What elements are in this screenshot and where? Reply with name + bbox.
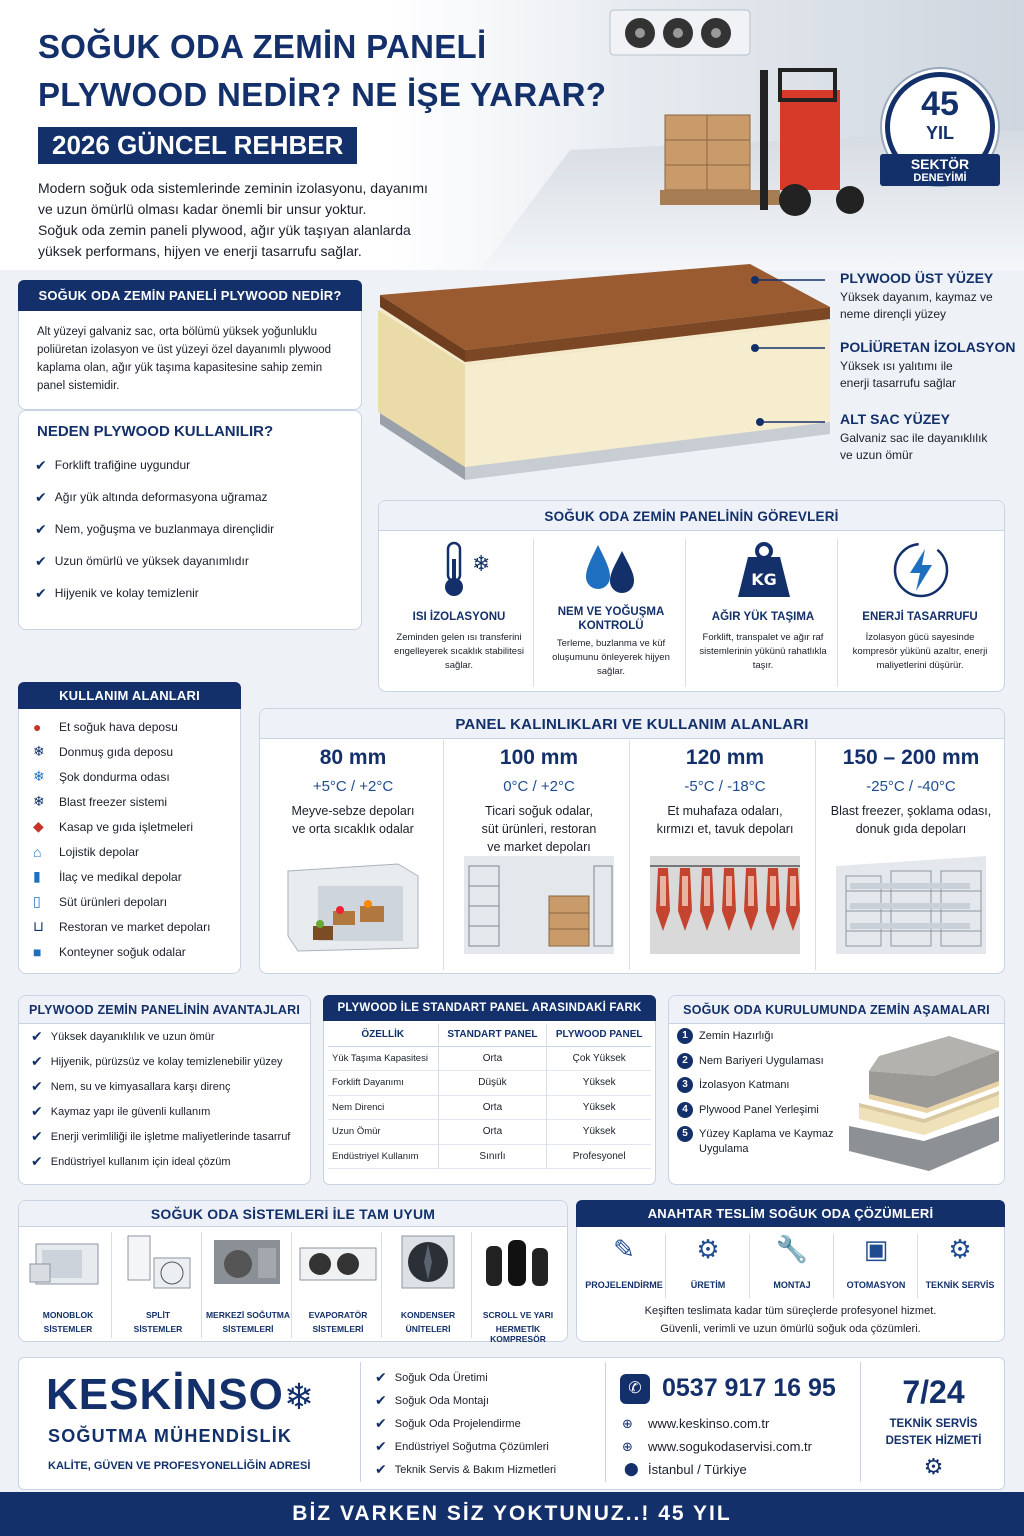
milk-icon: ▯ — [33, 893, 41, 909]
bottom-slogan: BİZ VARKEN SİZ YOKTUNUZ..! 45 YIL — [292, 1502, 732, 1525]
advantage-item — [31, 1074, 306, 1099]
step-number-badge: 2 — [677, 1053, 693, 1069]
layer-desc: neme dirençli yüzey — [840, 307, 947, 321]
turnkey-label: PROJELENDİRME — [585, 1280, 663, 1290]
why-use-item — [35, 481, 355, 513]
intro-text — [38, 178, 468, 262]
advantage-label: Endüstriyel kullanım için ideal çözüm — [50, 1155, 231, 1168]
usage-item — [33, 739, 233, 764]
layer-desc: Yüksek ısı yalıtımı ile — [840, 359, 953, 373]
intro-line: ve uzun ömürlü olması kadar önemli bir unsur yoktur. — [38, 201, 367, 217]
globe-icon: ⊕ — [622, 1439, 633, 1454]
turnkey-item — [750, 1234, 834, 1298]
step-number-badge: 1 — [677, 1028, 693, 1044]
step-item — [677, 1077, 847, 1102]
seal-number: 45 — [921, 85, 959, 123]
system-label-line1: SPLİT — [145, 1310, 171, 1320]
check-icon: ✔ — [35, 488, 47, 505]
thickness-temp: -5°C / -18°C — [684, 778, 766, 795]
table-header: ÖZELLİK — [361, 1029, 405, 1041]
steps-card — [668, 995, 1005, 1185]
check-icon: ✔ — [31, 1128, 43, 1144]
table-cell: Yüksek — [547, 1071, 651, 1096]
seal-line2: DENEYİMİ — [913, 172, 967, 184]
phone-number[interactable]: 0537 917 16 95 — [662, 1374, 836, 1402]
advantage-item — [31, 1049, 306, 1074]
table-cell: Nem Direnci — [332, 1101, 385, 1113]
table-row — [328, 1120, 651, 1145]
cold-room-photo-shelves — [464, 856, 614, 954]
gear-production-icon: ⚙ — [696, 1234, 720, 1264]
globe-icon: ⊕ — [622, 1416, 633, 1431]
panel-layers-illustration — [370, 262, 840, 492]
usage-item — [33, 714, 233, 739]
table-header-row — [328, 1024, 651, 1046]
service-label: Soğuk Oda Montajı — [394, 1394, 489, 1407]
table-cell: Yüksek — [547, 1120, 651, 1145]
check-icon: ✔ — [31, 1103, 43, 1119]
thickness-title: PANEL KALINLIKLARI VE KULLANIM ALANLARI — [455, 716, 809, 733]
system-item-monoblock — [24, 1232, 112, 1338]
advantages-title: PLYWOOD ZEMİN PANELİNİN AVANTAJLARI — [28, 1003, 301, 1017]
what-is-title: SOĞUK ODA ZEMİN PANELİ PLYWOOD NEDİR? — [18, 280, 362, 311]
system-item-evaporator — [294, 1232, 382, 1338]
check-icon: ✔ — [31, 1078, 43, 1094]
layer-label-plywood — [840, 270, 1020, 323]
intro-line: Soğuk oda zemin paneli plywood, ağır yük taşıyan alanlarda — [38, 222, 411, 238]
check-icon: ✔ — [31, 1053, 43, 1069]
footer-divider — [360, 1362, 361, 1482]
page-title-line2: PLYWOOD NEDİR? NE İŞE YARAR? — [38, 76, 607, 113]
duty-item — [384, 539, 534, 687]
step-number-badge: 4 — [677, 1102, 693, 1118]
guide-badge: 2026 GÜNCEL REHBER — [38, 127, 357, 164]
table-cell: Sınırlı — [438, 1144, 547, 1169]
system-image — [28, 1234, 108, 1292]
usage-item — [33, 839, 233, 864]
seal-line1: SEKTÖR — [910, 156, 970, 172]
thickness-size: 120 mm — [685, 746, 765, 769]
advantages-card — [18, 995, 311, 1185]
table-header: PLYWOOD PANEL — [547, 1024, 651, 1046]
thickness-temp: 0°C / +2°C — [503, 778, 575, 795]
check-icon: ✔ — [375, 1461, 387, 1477]
thickness-desc-line: Blast freezer, şoklama odası, — [830, 804, 992, 818]
step-label: İzolasyon Katmanı — [699, 1079, 790, 1091]
table-cell: Orta — [438, 1120, 547, 1145]
system-label-line1: MONOBLOK — [42, 1310, 94, 1320]
brand-subtitle: SOĞUTMA MÜHENDİSLİK — [48, 1426, 293, 1446]
table-cell: Uzun Ömür — [332, 1126, 381, 1138]
seal-unit: YIL — [925, 123, 954, 143]
check-icon: ✔ — [375, 1392, 387, 1408]
service-item — [375, 1435, 605, 1458]
brand-slogan: KALİTE, GÜVEN VE PROFESYONELLİĞİN ADRESİ — [48, 1460, 311, 1472]
turnkey-text2: Güvenli, verimli ve uzun ömürlü soğuk oda çözümleri. — [660, 1323, 921, 1335]
usage-item — [33, 789, 233, 814]
system-image — [118, 1234, 198, 1292]
usage-label: Restoran ve market depoları — [59, 919, 211, 934]
system-image — [478, 1234, 558, 1292]
check-icon: ✔ — [31, 1028, 43, 1044]
usage-label: Et soğuk hava deposu — [59, 719, 178, 734]
weight-kg-icon — [734, 539, 794, 601]
usage-label: Blast freezer sistemi — [59, 794, 168, 809]
svg-text:KG: KG — [751, 570, 777, 589]
step-item — [677, 1126, 847, 1157]
usage-card — [18, 682, 241, 974]
usage-item — [33, 889, 233, 914]
advantage-item — [31, 1149, 306, 1174]
snowflake-icon: ❄ — [33, 768, 45, 784]
usage-item — [33, 814, 233, 839]
why-use-list — [35, 449, 355, 609]
layer-title: PLYWOOD ÜST YÜZEY — [840, 270, 994, 286]
step-label: Plywood Panel Yerleşimi — [699, 1103, 819, 1116]
what-is-text: Alt yüzeyi galvaniz sac, orta bölümü yüksek yoğunluklu poliüretan izolasyon ve üst yüzeyi özel dayanımlı plywood kaplama olan, ağır yük taşıma kapasitesine sahip zemin panel sistemidir. — [37, 326, 332, 392]
system-image — [298, 1234, 378, 1292]
system-label-line2: ÜNİTELERİ — [405, 1324, 451, 1334]
why-use-card — [18, 410, 362, 630]
turnkey-label: ÜRETİM — [690, 1280, 726, 1290]
usage-label: Süt ürünleri depoları — [59, 894, 168, 909]
website-link[interactable]: www.sogukodaservisi.com.tr — [648, 1439, 812, 1454]
system-item-split — [114, 1232, 202, 1338]
usage-item — [33, 864, 233, 889]
table-row — [328, 1046, 651, 1071]
step-item — [677, 1102, 847, 1127]
usage-label: Donmuş gıda deposu — [59, 744, 174, 759]
why-use-label: Ağır yük altında deformasyona uğramaz — [54, 490, 268, 504]
usage-list — [33, 714, 233, 964]
table-cell: Orta — [438, 1046, 547, 1071]
thickness-column — [448, 740, 630, 970]
system-label-line1: SCROLL VE YARI — [482, 1310, 554, 1320]
services-list — [375, 1366, 605, 1481]
duty-title: AĞIR YÜK TAŞIMA — [711, 611, 815, 623]
service-label: Soğuk Oda Projelendirme — [394, 1417, 521, 1430]
thickness-desc-line: ve orta sıcaklık odalar — [292, 822, 414, 836]
check-icon: ✔ — [375, 1369, 387, 1385]
table-cell: Düşük — [438, 1071, 547, 1096]
snowflake-icon: ❄ — [33, 793, 45, 809]
thickness-desc-line: süt ürünleri, restoran — [481, 822, 597, 836]
table-cell: Yüksek — [547, 1095, 651, 1120]
system-label-line2: HERMETİK KOMPRESÖR — [490, 1324, 546, 1344]
usage-label: Kasap ve gıda işletmeleri — [59, 819, 194, 834]
turnkey-item — [918, 1234, 1002, 1298]
advantage-item — [31, 1099, 306, 1124]
duty-desc: İzolasyon gücü sayesinde kompresör yükünü azaltır, enerji maliyetlerini düşürür. — [852, 632, 988, 671]
container-icon: ■ — [33, 943, 42, 960]
thickness-temp: -25°C / -40°C — [866, 778, 956, 795]
thickness-desc-line: Meyve-sebze depoları — [291, 804, 415, 818]
check-icon: ✔ — [375, 1438, 387, 1454]
turnkey-label: OTOMASYON — [846, 1280, 906, 1290]
service-label: Endüstriyel Soğutma Çözümleri — [394, 1440, 549, 1453]
why-use-title: NEDEN PLYWOOD KULLANILIR? — [37, 423, 274, 440]
layer-desc: Galvaniz sac ile dayanıklılık — [840, 431, 988, 445]
svg-text:❄: ❄ — [472, 552, 491, 577]
energy-bolt-icon — [890, 539, 952, 601]
website-link[interactable]: www.keskinso.com.tr — [648, 1416, 770, 1431]
turnkey-item — [666, 1234, 750, 1298]
layer-desc: enerji tasarrufu sağlar — [840, 376, 957, 390]
why-use-label: Uzun ömürlü ve yüksek dayanımlıdır — [54, 554, 249, 568]
advantage-label: Yüksek dayanıklılık ve uzun ömür — [50, 1030, 215, 1043]
table-cell: Endüstriyel Kullanım — [332, 1150, 419, 1162]
turnkey-label: TEKNİK SERVİS — [925, 1280, 995, 1290]
comparison-title: PLYWOOD İLE STANDART PANEL ARASINDAKİ FARK — [323, 995, 656, 1021]
thickness-column — [262, 740, 444, 970]
table-row — [328, 1095, 651, 1120]
cold-room-photo-freezer — [836, 856, 986, 954]
system-image — [388, 1234, 468, 1292]
footer-divider — [860, 1362, 861, 1482]
table-row — [328, 1071, 651, 1096]
service-gears-icon: ⚙ — [948, 1234, 972, 1264]
medicine-icon: ▮ — [33, 868, 41, 884]
thickness-desc — [820, 802, 1002, 838]
support-line1: TEKNİK SERVİS — [889, 1418, 978, 1430]
layer-label-polyurethane — [840, 339, 1020, 392]
service-label: Soğuk Oda Üretimi — [394, 1371, 488, 1384]
brand-snowflake-icon: ❄ — [283, 1376, 315, 1417]
layer-title: POLİÜRETAN İZOLASYON — [840, 339, 1016, 355]
layer-label-steel — [840, 411, 1020, 464]
step-label: Yüzey Kaplama ve Kaymaz Uygulama — [699, 1128, 834, 1155]
service-item — [375, 1412, 605, 1435]
check-icon: ✔ — [375, 1415, 387, 1431]
warehouse-icon: ⌂ — [33, 843, 42, 860]
snowflake-icon: ❄ — [33, 743, 45, 759]
turnkey-title: ANAHTAR TESLİM SOĞUK ODA ÇÖZÜMLERİ — [576, 1200, 1005, 1227]
floor-layers-illustration — [839, 1031, 1004, 1176]
thickness-desc-line: donuk gıda depoları — [855, 822, 967, 836]
location-text: İstanbul / Türkiye — [648, 1462, 747, 1477]
intro-line: yüksek performans, hijyen ve enerji tasarrufu sağlar. — [38, 243, 362, 259]
usage-item — [33, 764, 233, 789]
bottom-bar — [0, 1492, 1024, 1536]
usage-item — [33, 914, 233, 939]
support-gear-icon: ⚙ — [923, 1454, 944, 1479]
system-label-line1: MERKEZİ SOĞUTMA — [205, 1310, 291, 1320]
advantages-list — [31, 1024, 306, 1174]
page-title-line1: SOĞUK ODA ZEMİN PANELİ — [38, 28, 487, 65]
step-label: Nem Bariyeri Uygulaması — [699, 1054, 824, 1067]
basket-icon: ⊔ — [33, 918, 44, 934]
footer-divider — [605, 1362, 606, 1482]
thickness-desc-line: Ticari soğuk odalar, — [485, 804, 593, 818]
step-label: Zemin Hazırlığı — [699, 1030, 774, 1042]
advantage-item — [31, 1024, 306, 1049]
table-cell: Orta — [438, 1095, 547, 1120]
step-item — [677, 1053, 847, 1078]
table-header: STANDART PANEL — [438, 1024, 547, 1046]
system-item-compressor — [474, 1232, 562, 1344]
thickness-column — [634, 740, 816, 970]
why-use-item — [35, 449, 355, 481]
duty-desc: Zeminden gelen ısı transferini engelleyerek sıcaklık stabilitesi sağlar. — [394, 632, 524, 671]
cold-room-photo-meat — [650, 856, 800, 954]
seal-ribbon — [880, 154, 1000, 186]
duty-item — [840, 539, 1000, 687]
thickness-size: 150 – 200 mm — [842, 746, 980, 769]
turnkey-item — [582, 1234, 666, 1298]
step-item — [677, 1028, 847, 1053]
duty-title: ISI İZOLASYONU — [412, 611, 506, 623]
usage-title: KULLANIM ALANLARI — [18, 682, 241, 709]
check-icon: ✔ — [35, 584, 47, 601]
table-cell: Çok Yüksek — [547, 1046, 651, 1071]
thermometer-snowflake-icon — [436, 539, 496, 599]
design-tools-icon: ✎ — [613, 1234, 635, 1264]
advantage-label: Kaymaz yapı ile güvenli kullanım — [50, 1105, 211, 1118]
location-pin-icon: ⬤ — [624, 1461, 639, 1476]
duties-title: SOĞUK ODA ZEMİN PANELİNİN GÖREVLERİ — [544, 509, 839, 524]
phone-icon: ✆ — [620, 1374, 650, 1404]
thickness-size: 80 mm — [319, 746, 387, 769]
steps-list — [677, 1028, 847, 1157]
service-item — [375, 1366, 605, 1389]
table-cell: Forklift Dayanımı — [332, 1077, 404, 1089]
system-image — [208, 1234, 288, 1292]
steps-title: SOĞUK ODA KURULUMUNDA ZEMİN AŞAMALARI — [683, 1003, 990, 1017]
why-use-label: Hijyenik ve kolay temizlenir — [54, 586, 199, 600]
system-item-central — [204, 1232, 292, 1338]
layer-title: ALT SAC YÜZEY — [840, 411, 950, 427]
thickness-desc-line: kırmızı et, tavuk depoları — [656, 822, 794, 836]
duty-desc: Forklift, transpalet ve ağır raf sistemlerinin yükünü rahatlıkla taşır. — [699, 632, 827, 671]
advantage-item — [31, 1124, 306, 1149]
system-item-condenser — [384, 1232, 472, 1338]
check-icon: ✔ — [35, 520, 47, 537]
service-item — [375, 1458, 605, 1481]
thickness-column — [820, 740, 1002, 970]
table-cell: Yük Taşıma Kapasitesi — [332, 1052, 428, 1064]
brand-name — [46, 1370, 315, 1420]
why-use-item — [35, 577, 355, 609]
duty-title: NEM VE YOĞUŞMA KONTROLÜ — [557, 606, 665, 632]
turnkey-text1: Keşiften teslimata kadar tüm süreçlerde profesyonel hizmet. — [644, 1305, 937, 1317]
support-hours: 7/24 — [902, 1374, 965, 1410]
service-item — [375, 1389, 605, 1412]
duty-title: ENERJİ TASARRUFU — [862, 611, 978, 623]
water-drops-icon — [580, 539, 640, 599]
thickness-size: 100 mm — [499, 746, 579, 769]
usage-label: Konteyner soğuk odalar — [59, 944, 186, 959]
duty-desc: Terleme, buzlanma ve küf oluşumunu önleyerek hijyen sağlar. — [552, 638, 670, 677]
duties-card — [378, 500, 1005, 692]
intro-line: Modern soğuk oda sistemlerinde zeminin izolasyonu, dayanımı — [38, 180, 428, 196]
layer-desc: Yüksek dayanım, kaymaz ve — [840, 290, 993, 304]
system-label-line2: SİSTEMLERİ — [312, 1324, 364, 1334]
advantage-label: Nem, su ve kimyasallara karşı direnç — [50, 1080, 231, 1093]
thickness-desc — [262, 802, 444, 838]
turnkey-label: MONTAJ — [773, 1280, 811, 1290]
turnkey-item — [834, 1234, 918, 1298]
system-label-line2: SİSTEMLERİ — [222, 1324, 274, 1334]
check-icon: ✔ — [31, 1153, 43, 1169]
thickness-desc-line: Et muhafaza odaları, — [667, 804, 783, 818]
step-number-badge: 5 — [677, 1126, 693, 1142]
what-is-card — [18, 280, 362, 410]
duty-item — [536, 539, 686, 687]
system-label-line1: EVAPORATÖR — [308, 1310, 368, 1320]
usage-label: Lojistik depolar — [59, 844, 140, 859]
comparison-table — [328, 1024, 651, 1169]
brand-text: KESKİNSO — [46, 1370, 284, 1419]
step-number-badge: 3 — [677, 1077, 693, 1093]
butcher-icon: ◆ — [33, 818, 44, 834]
systems-title: SOĞUK ODA SİSTEMLERİ İLE TAM UYUM — [150, 1206, 436, 1222]
check-icon: ✔ — [35, 456, 47, 473]
why-use-label: Forklift trafiğine uygundur — [54, 458, 191, 472]
thickness-desc — [634, 802, 816, 838]
meat-icon: ● — [33, 718, 42, 735]
usage-item — [33, 939, 233, 964]
usage-label: Şok dondurma odası — [59, 769, 170, 784]
why-use-item — [35, 513, 355, 545]
thickness-temp: +5°C / +2°C — [312, 778, 394, 795]
advantage-label: Enerji verimliliği ile işletme maliyetlerinde tasarruf — [50, 1130, 291, 1143]
cold-room-photo-produce — [278, 856, 428, 954]
comparison-card — [323, 995, 656, 1185]
system-label-line1: KONDENSER — [400, 1310, 456, 1320]
control-panel-icon: ▣ — [863, 1234, 889, 1264]
why-use-item — [35, 545, 355, 577]
why-use-label: Nem, yoğuşma ve buzlanmaya dirençlidir — [54, 522, 275, 536]
table-cell: Profesyonel — [547, 1144, 651, 1169]
wrench-icon: 🔧 — [775, 1234, 809, 1264]
table-row — [328, 1144, 651, 1169]
service-label: Teknik Servis & Bakım Hizmetleri — [394, 1463, 557, 1476]
system-label-line2: SİSTEMLER — [133, 1324, 183, 1334]
check-icon: ✔ — [35, 552, 47, 569]
advantage-label: Hijyenik, pürüzsüz ve kolay temizlenebilir yüzey — [50, 1055, 283, 1068]
thickness-desc-line: ve market depoları — [487, 840, 591, 854]
thickness-desc — [448, 802, 630, 856]
support-line2: DESTEK HİZMETİ — [885, 1435, 982, 1447]
duty-item — [688, 539, 838, 687]
system-label-line2: SİSTEMLER — [43, 1324, 93, 1334]
usage-label: İlaç ve medikal depolar — [59, 869, 182, 884]
layer-desc: ve uzun ömür — [840, 448, 913, 462]
